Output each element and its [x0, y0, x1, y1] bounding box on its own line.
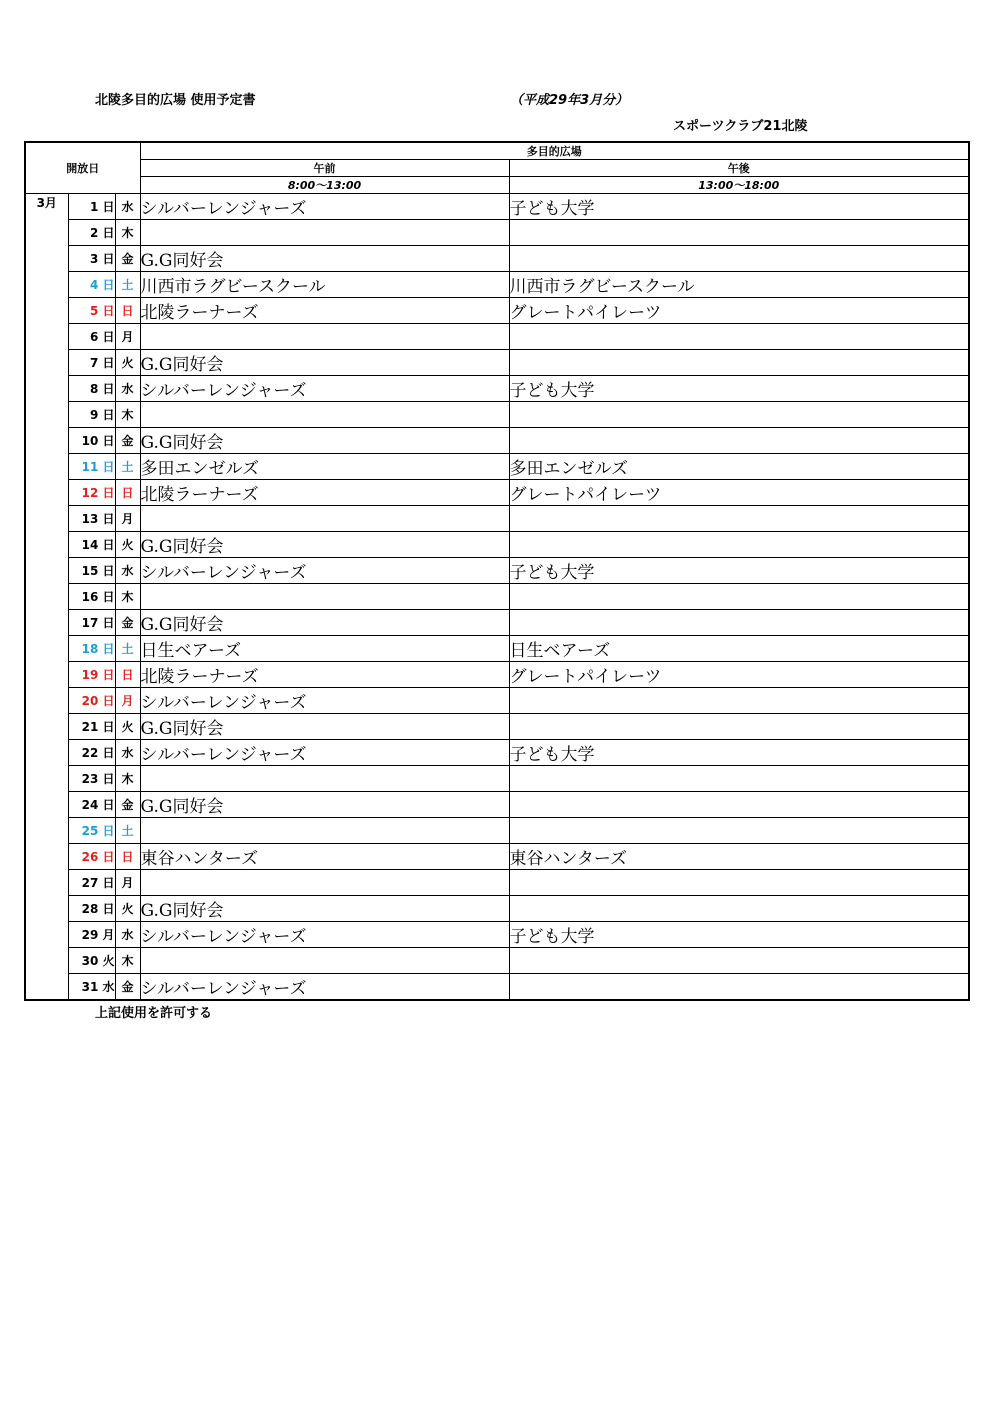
- am-booking-cell: G.G同好会: [140, 714, 509, 740]
- weekday-cell: 月: [115, 324, 140, 350]
- am-booking-cell: 北陵ラーナーズ: [140, 480, 509, 506]
- pm-booking-cell: 日生ベアーズ: [509, 636, 969, 662]
- pm-booking-cell: [509, 246, 969, 272]
- day-cell: 12 日: [68, 480, 115, 506]
- month-cell: 3月: [25, 194, 68, 1001]
- weekday-cell: 水: [115, 558, 140, 584]
- am-booking-cell: 北陵ラーナーズ: [140, 662, 509, 688]
- am-booking-cell: シルバーレンジャーズ: [140, 376, 509, 402]
- weekday-cell: 火: [115, 350, 140, 376]
- table-row: [25, 766, 969, 792]
- pm-booking-cell: [509, 350, 969, 376]
- weekday-cell: 金: [115, 246, 140, 272]
- pm-booking-cell: [509, 974, 969, 1001]
- weekday-cell: 水: [115, 922, 140, 948]
- header-area: 多目的広場: [140, 142, 969, 160]
- day-cell: 9 日: [68, 402, 115, 428]
- weekday-cell: 日: [115, 844, 140, 870]
- table-row: [25, 896, 969, 922]
- table-row: [25, 194, 969, 220]
- header-pm-time: 13:00～18:00: [509, 177, 969, 194]
- header-row-time: [25, 177, 969, 194]
- table-row: [25, 246, 969, 272]
- table-row: [25, 558, 969, 584]
- day-cell: 27 日: [68, 870, 115, 896]
- am-booking-cell: G.G同好会: [140, 792, 509, 818]
- pm-booking-cell: 子ども大学: [509, 194, 969, 220]
- table-row: [25, 688, 969, 714]
- weekday-cell: 火: [115, 714, 140, 740]
- weekday-cell: 土: [115, 636, 140, 662]
- day-cell: 26 日: [68, 844, 115, 870]
- weekday-cell: 木: [115, 220, 140, 246]
- am-booking-cell: G.G同好会: [140, 532, 509, 558]
- am-booking-cell: 多田エンゼルズ: [140, 454, 509, 480]
- weekday-cell: 日: [115, 480, 140, 506]
- am-booking-cell: [140, 402, 509, 428]
- am-booking-cell: [140, 584, 509, 610]
- day-cell: 22 日: [68, 740, 115, 766]
- am-booking-cell: シルバーレンジャーズ: [140, 688, 509, 714]
- pm-booking-cell: [509, 428, 969, 454]
- table-row: [25, 584, 969, 610]
- header-open-day: 開放日: [25, 142, 140, 194]
- am-booking-cell: シルバーレンジャーズ: [140, 922, 509, 948]
- day-cell: 15 日: [68, 558, 115, 584]
- pm-booking-cell: [509, 870, 969, 896]
- pm-booking-cell: [509, 792, 969, 818]
- pm-booking-cell: グレートパイレーツ: [509, 298, 969, 324]
- header-am: 午前: [140, 160, 509, 177]
- pm-booking-cell: [509, 584, 969, 610]
- table-row: [25, 922, 969, 948]
- header-row-area: [25, 142, 969, 160]
- day-cell: 4 日: [68, 272, 115, 298]
- am-booking-cell: G.G同好会: [140, 896, 509, 922]
- day-cell: 17 日: [68, 610, 115, 636]
- day-cell: 25 日: [68, 818, 115, 844]
- day-cell: 23 日: [68, 766, 115, 792]
- pm-booking-cell: 子ども大学: [509, 740, 969, 766]
- am-booking-cell: G.G同好会: [140, 350, 509, 376]
- table-row: [25, 870, 969, 896]
- weekday-cell: 月: [115, 688, 140, 714]
- day-cell: 14 日: [68, 532, 115, 558]
- am-booking-cell: 北陵ラーナーズ: [140, 298, 509, 324]
- pm-booking-cell: [509, 610, 969, 636]
- pm-booking-cell: 川西市ラグビースクール: [509, 272, 969, 298]
- table-row: [25, 350, 969, 376]
- day-cell: 28 日: [68, 896, 115, 922]
- am-booking-cell: G.G同好会: [140, 428, 509, 454]
- approval-note: 上記使用を許可する: [95, 1006, 213, 1021]
- table-row: [25, 324, 969, 350]
- am-booking-cell: [140, 948, 509, 974]
- day-cell: 18 日: [68, 636, 115, 662]
- day-cell: 30 火: [68, 948, 115, 974]
- weekday-cell: 月: [115, 870, 140, 896]
- am-booking-cell: [140, 506, 509, 532]
- day-cell: 16 日: [68, 584, 115, 610]
- day-cell: 5 日: [68, 298, 115, 324]
- table-row: [25, 636, 969, 662]
- pm-booking-cell: [509, 324, 969, 350]
- day-cell: 10 日: [68, 428, 115, 454]
- pm-booking-cell: [509, 688, 969, 714]
- weekday-cell: 木: [115, 766, 140, 792]
- weekday-cell: 日: [115, 662, 140, 688]
- am-booking-cell: [140, 324, 509, 350]
- day-cell: 11 日: [68, 454, 115, 480]
- day-cell: 8 日: [68, 376, 115, 402]
- day-cell: 6 日: [68, 324, 115, 350]
- table-row: [25, 610, 969, 636]
- header-row-period: [25, 160, 969, 177]
- am-booking-cell: [140, 870, 509, 896]
- table-row: [25, 220, 969, 246]
- weekday-cell: 水: [115, 194, 140, 220]
- pm-booking-cell: [509, 506, 969, 532]
- table-row: [25, 974, 969, 1001]
- day-cell: 3 日: [68, 246, 115, 272]
- day-cell: 13 日: [68, 506, 115, 532]
- table-row: [25, 454, 969, 480]
- pm-booking-cell: グレートパイレーツ: [509, 480, 969, 506]
- table-row: [25, 298, 969, 324]
- day-cell: 19 日: [68, 662, 115, 688]
- am-booking-cell: [140, 818, 509, 844]
- table-row: [25, 714, 969, 740]
- pm-booking-cell: [509, 402, 969, 428]
- am-booking-cell: 東谷ハンターズ: [140, 844, 509, 870]
- am-booking-cell: シルバーレンジャーズ: [140, 558, 509, 584]
- weekday-cell: 金: [115, 792, 140, 818]
- pm-booking-cell: グレートパイレーツ: [509, 662, 969, 688]
- weekday-cell: 火: [115, 896, 140, 922]
- pm-booking-cell: 子ども大学: [509, 922, 969, 948]
- table-row: [25, 740, 969, 766]
- pm-booking-cell: 子ども大学: [509, 376, 969, 402]
- table-row: [25, 506, 969, 532]
- weekday-cell: 水: [115, 740, 140, 766]
- am-booking-cell: 川西市ラグビースクール: [140, 272, 509, 298]
- table-row: [25, 662, 969, 688]
- pm-booking-cell: 子ども大学: [509, 558, 969, 584]
- am-booking-cell: シルバーレンジャーズ: [140, 194, 509, 220]
- table-row: [25, 792, 969, 818]
- am-booking-cell: シルバーレンジャーズ: [140, 974, 509, 1001]
- day-cell: 20 日: [68, 688, 115, 714]
- pm-booking-cell: 東谷ハンターズ: [509, 844, 969, 870]
- day-cell: 24 日: [68, 792, 115, 818]
- pm-booking-cell: 多田エンゼルズ: [509, 454, 969, 480]
- weekday-cell: 木: [115, 948, 140, 974]
- weekday-cell: 土: [115, 272, 140, 298]
- organization-name: スポーツクラブ21北陵: [673, 119, 808, 134]
- am-booking-cell: G.G同好会: [140, 610, 509, 636]
- am-booking-cell: シルバーレンジャーズ: [140, 740, 509, 766]
- table-row: [25, 532, 969, 558]
- document-period: （平成29年3月分）: [510, 93, 629, 108]
- header-pm: 午後: [509, 160, 969, 177]
- day-cell: 29 月: [68, 922, 115, 948]
- table-row: [25, 428, 969, 454]
- pm-booking-cell: [509, 220, 969, 246]
- pm-booking-cell: [509, 532, 969, 558]
- weekday-cell: 木: [115, 584, 140, 610]
- weekday-cell: 月: [115, 506, 140, 532]
- day-cell: 7 日: [68, 350, 115, 376]
- table-row: [25, 272, 969, 298]
- table-row: [25, 844, 969, 870]
- weekday-cell: 水: [115, 376, 140, 402]
- header-am-time: 8:00～13:00: [140, 177, 509, 194]
- am-booking-cell: [140, 766, 509, 792]
- am-booking-cell: G.G同好会: [140, 246, 509, 272]
- day-cell: 1 日: [68, 194, 115, 220]
- table-row: [25, 818, 969, 844]
- table-row: [25, 948, 969, 974]
- weekday-cell: 金: [115, 974, 140, 1001]
- pm-booking-cell: [509, 714, 969, 740]
- am-booking-cell: 日生ベアーズ: [140, 636, 509, 662]
- weekday-cell: 木: [115, 402, 140, 428]
- weekday-cell: 金: [115, 428, 140, 454]
- pm-booking-cell: [509, 818, 969, 844]
- weekday-cell: 日: [115, 298, 140, 324]
- day-cell: 2 日: [68, 220, 115, 246]
- pm-booking-cell: [509, 896, 969, 922]
- weekday-cell: 土: [115, 454, 140, 480]
- weekday-cell: 土: [115, 818, 140, 844]
- table-row: [25, 402, 969, 428]
- am-booking-cell: [140, 220, 509, 246]
- pm-booking-cell: [509, 766, 969, 792]
- day-cell: 21 日: [68, 714, 115, 740]
- schedule-table: [24, 141, 970, 1001]
- day-cell: 31 水: [68, 974, 115, 1001]
- weekday-cell: 金: [115, 610, 140, 636]
- table-row: [25, 376, 969, 402]
- weekday-cell: 火: [115, 532, 140, 558]
- table-row: [25, 480, 969, 506]
- document-title: 北陵多目的広場 使用予定書: [95, 93, 256, 108]
- pm-booking-cell: [509, 948, 969, 974]
